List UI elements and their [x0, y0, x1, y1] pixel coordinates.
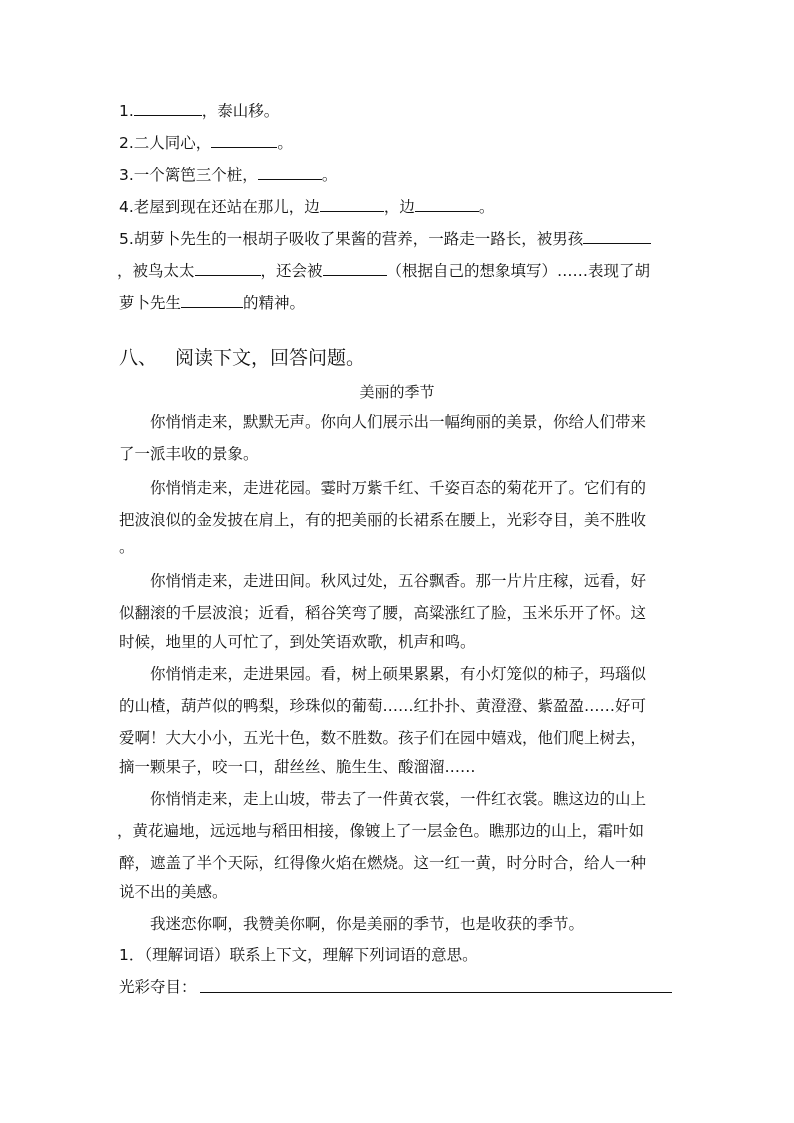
- question-1-word: 光彩夺目：: [119, 978, 197, 996]
- answer-blank[interactable]: [181, 293, 243, 308]
- item-number: 2.: [119, 134, 134, 152]
- item-text: 的精神。: [243, 294, 306, 312]
- passage-line: 似翻滚的千层波浪；近看，稻谷笑弯了腰，高粱涨红了脸，玉米乐开了怀。这: [119, 604, 647, 622]
- passage-line: 我迷恋你啊，我赞美你啊，你是美丽的季节，也是收获的季节。: [150, 915, 585, 933]
- item-punct: 。: [321, 166, 338, 184]
- answer-blank[interactable]: [320, 197, 384, 212]
- fill-blank-2: [119, 133, 293, 153]
- passage-line: 你悄悄走来，默默无声。你向人们展示出一幅绚丽的美景，你给人们带来: [150, 413, 647, 431]
- passage-line: 把波浪似的金发披在肩上，有的把美丽的长裙系在腰上，光彩夺目，美不胜收: [119, 511, 647, 529]
- passage-line: 说不出的美感。: [119, 883, 228, 901]
- section-heading: [119, 346, 365, 370]
- item-text: ，边: [383, 198, 415, 216]
- answer-blank[interactable]: [258, 165, 322, 180]
- item-text: ，还会被: [260, 262, 323, 280]
- passage-title: 美丽的季节: [359, 383, 435, 401]
- item-text: ，被鸟太太: [117, 262, 195, 280]
- passage-line: 的山楂，葫芦似的鸭梨，珍珠似的葡萄……红扑扑、黄澄澄、紫盈盈……好可: [119, 697, 647, 715]
- passage-line: 你悄悄走来，走进花园。霎时万紫千红、千姿百态的菊花开了。它们有的: [150, 479, 647, 497]
- passage-line: 爱啊！大大小小，五光十色，数不胜数。孩子们在园中嬉戏，他们爬上树去，: [119, 729, 647, 747]
- fill-blank-5-line-1: [119, 229, 651, 249]
- passage-line: 你悄悄走来，走进果园。看，树上硕果累累，有小灯笼似的柿子，玛瑙似: [150, 665, 647, 683]
- fill-blank-3: [119, 165, 337, 185]
- item-text: ，泰山移。: [201, 102, 280, 120]
- item-text: 胡萝卜先生的一根胡子吸收了果酱的营养，一路走一路长，被男孩: [133, 230, 584, 248]
- passage-line: 摘一颗果子，咬一口，甜丝丝、脆生生、酸溜溜……: [119, 758, 476, 776]
- answer-blank[interactable]: [415, 197, 479, 212]
- passage-line: ，黄花遍地，远远地与稻田相接，像镀上了一层金色。瞧那边的山上，霜叶如: [117, 822, 645, 840]
- fill-blank-5-line-2: [117, 261, 650, 281]
- answer-blank[interactable]: [195, 261, 261, 276]
- question-1: 1．（理解词语）联系上下文，理解下列词语的意思。: [119, 946, 478, 964]
- item-number: 5.: [119, 230, 134, 248]
- passage-line: 了一派丰收的景象。: [119, 445, 259, 463]
- section-number: 八、: [119, 347, 158, 369]
- answer-blank[interactable]: [323, 261, 387, 276]
- item-number: 1.: [119, 102, 134, 120]
- passage-line: 时候，地里的人可忙了，到处笑语欢歌，机声和鸣。: [119, 633, 476, 651]
- item-text: 老屋到现在还站在那儿，边: [133, 198, 320, 216]
- item-punct: 。: [277, 134, 293, 152]
- answer-blank[interactable]: [211, 133, 277, 148]
- fill-blank-4: [119, 197, 494, 217]
- section-title: 阅读下文，回答问题。: [175, 347, 366, 369]
- item-text: （根据自己的想象填写）……表现了胡: [386, 262, 651, 280]
- item-punct: 。: [478, 198, 495, 216]
- answer-blank[interactable]: [134, 101, 202, 116]
- passage-line: 你悄悄走来，走进田间。秋风过处，五谷飘香。那一片片庄稼，远看，好: [150, 572, 647, 590]
- fill-blank-5-line-3: [119, 293, 305, 313]
- passage-line: 醉，遮盖了半个天际，红得像火焰在燃烧。这一红一黄，时分时合，给人一种: [119, 854, 647, 872]
- item-number: 4.: [119, 198, 134, 216]
- passage-line: 。: [119, 538, 135, 556]
- passage-line: 你悄悄走来，走上山坡，带去了一件黄衣裳，一件红衣裳。瞧这边的山上: [150, 790, 647, 808]
- item-text: 二人同心，: [133, 134, 212, 152]
- fill-blank-1: [119, 101, 279, 121]
- item-number: 3.: [119, 166, 134, 184]
- answer-blank[interactable]: [583, 229, 651, 244]
- item-text: 萝卜先生: [119, 294, 182, 312]
- item-text: 一个篱笆三个桩，: [133, 166, 258, 184]
- answer-line[interactable]: [200, 992, 672, 993]
